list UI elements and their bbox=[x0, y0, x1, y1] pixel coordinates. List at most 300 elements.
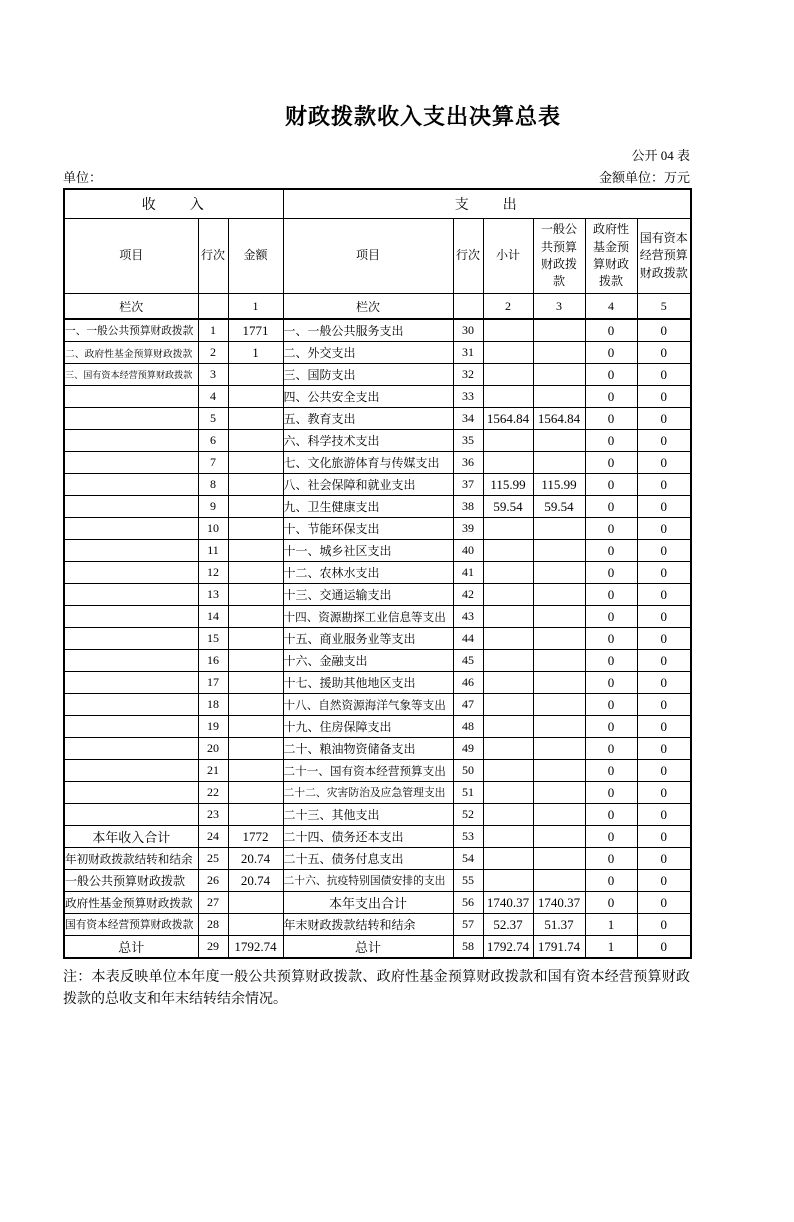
income-rowno-cell: 28 bbox=[198, 914, 228, 936]
income-amount-cell bbox=[228, 452, 283, 474]
income-item-cell bbox=[64, 430, 198, 452]
exp-general-cell bbox=[533, 430, 585, 452]
income-amount-cell bbox=[228, 672, 283, 694]
exp-rowno-cell: 46 bbox=[453, 672, 483, 694]
footnote: 注：本表反映单位本年度一般公共预算财政拨款、政府性基金预算财政拨款和国有资本经营预算财政拨款的总收支和年末结转结余情况。 bbox=[63, 970, 690, 1007]
exp-item-cell: 二十四、债务还本支出 bbox=[283, 826, 453, 848]
exp-rowno-cell: 41 bbox=[453, 562, 483, 584]
income-rowno-cell: 15 bbox=[198, 628, 228, 650]
page-title: 财政拨款收入支出决算总表 bbox=[284, 104, 561, 129]
unit-row bbox=[63, 167, 690, 186]
exp-stateowned-cell: 0 bbox=[637, 496, 691, 518]
exp-general-cell bbox=[533, 826, 585, 848]
exp-rowno-cell: 45 bbox=[453, 650, 483, 672]
income-amount-cell bbox=[228, 892, 283, 914]
exp-govfund-cell: 0 bbox=[585, 738, 637, 760]
income-amount-cell bbox=[228, 606, 283, 628]
income-rowno-cell: 12 bbox=[198, 562, 228, 584]
exp-general-cell bbox=[533, 584, 585, 606]
income-item-cell bbox=[64, 408, 198, 430]
income-amount-cell bbox=[228, 760, 283, 782]
exp-general-cell: 59.54 bbox=[533, 496, 585, 518]
income-rowno-cell: 22 bbox=[198, 782, 228, 804]
income-rowno-cell: 13 bbox=[198, 584, 228, 606]
income-item-cell bbox=[64, 672, 198, 694]
table-row bbox=[64, 628, 691, 650]
income-amount-cell bbox=[228, 782, 283, 804]
exp-col-no-stateowned: 5 bbox=[637, 294, 691, 320]
exp-govfund-cell: 0 bbox=[585, 628, 637, 650]
exp-govfund-cell: 0 bbox=[585, 496, 637, 518]
exp-govfund-cell: 0 bbox=[585, 319, 637, 342]
exp-stateowned-cell: 0 bbox=[637, 936, 691, 959]
exp-rowno-cell: 36 bbox=[453, 452, 483, 474]
exp-general-cell: 1791.74 bbox=[533, 936, 585, 959]
exp-govfund-cell: 1 bbox=[585, 936, 637, 959]
income-item-cell bbox=[64, 562, 198, 584]
exp-stateowned-cell: 0 bbox=[637, 584, 691, 606]
exp-subtotal-cell bbox=[483, 540, 533, 562]
table-row bbox=[64, 386, 691, 408]
table-row bbox=[64, 848, 691, 870]
table-row bbox=[64, 892, 691, 914]
table-row bbox=[64, 694, 691, 716]
income-item-cell bbox=[64, 694, 198, 716]
exp-rowno-cell: 57 bbox=[453, 914, 483, 936]
income-item-cell bbox=[64, 650, 198, 672]
income-lanci-label: 栏次 bbox=[64, 294, 198, 320]
table-row bbox=[64, 540, 691, 562]
income-amount-cell: 1792.74 bbox=[228, 936, 283, 959]
income-amount-cell bbox=[228, 694, 283, 716]
exp-stateowned-cell: 0 bbox=[637, 782, 691, 804]
exp-govfund-cell: 0 bbox=[585, 870, 637, 892]
income-amount-cell bbox=[228, 650, 283, 672]
exp-govfund-cell: 0 bbox=[585, 606, 637, 628]
exp-stateowned-cell: 0 bbox=[637, 518, 691, 540]
exp-stateowned-cell: 0 bbox=[637, 914, 691, 936]
exp-general-cell bbox=[533, 716, 585, 738]
income-rowno-cell: 2 bbox=[198, 342, 228, 364]
exp-item-cell: 六、科学技术支出 bbox=[283, 430, 453, 452]
income-item-cell: 二、政府性基金预算财政拨款 bbox=[64, 342, 198, 364]
income-item-cell bbox=[64, 606, 198, 628]
exp-govfund-cell: 0 bbox=[585, 518, 637, 540]
exp-stateowned-cell: 0 bbox=[637, 562, 691, 584]
income-lanci-blank bbox=[198, 294, 228, 320]
table-row bbox=[64, 342, 691, 364]
exp-item-cell: 二十三、其他支出 bbox=[283, 804, 453, 826]
income-item-cell: 一、一般公共预算财政拨款 bbox=[64, 319, 198, 342]
exp-stateowned-cell: 0 bbox=[637, 474, 691, 496]
table-row bbox=[64, 914, 691, 936]
exp-general-cell bbox=[533, 386, 585, 408]
exp-rowno-cell: 53 bbox=[453, 826, 483, 848]
table-row bbox=[64, 496, 691, 518]
column-header-row bbox=[64, 219, 691, 294]
table-row bbox=[64, 870, 691, 892]
exp-subtotal-cell bbox=[483, 760, 533, 782]
exp-govfund-cell: 0 bbox=[585, 408, 637, 430]
income-amount-cell bbox=[228, 914, 283, 936]
income-item-cell bbox=[64, 628, 198, 650]
exp-govfund-cell: 0 bbox=[585, 848, 637, 870]
income-item-cell: 政府性基金预算财政拨款 bbox=[64, 892, 198, 914]
exp-govfund-cell: 0 bbox=[585, 694, 637, 716]
exp-subtotal-cell bbox=[483, 628, 533, 650]
exp-stateowned-cell: 0 bbox=[637, 430, 691, 452]
exp-item-cell: 八、社会保障和就业支出 bbox=[283, 474, 453, 496]
exp-govfund-cell: 0 bbox=[585, 584, 637, 606]
exp-general-cell: 51.37 bbox=[533, 914, 585, 936]
exp-govfund-cell: 0 bbox=[585, 804, 637, 826]
income-rowno-cell: 29 bbox=[198, 936, 228, 959]
exp-item-header: 项目 bbox=[283, 219, 453, 294]
exp-general-cell bbox=[533, 672, 585, 694]
income-amount-cell: 20.74 bbox=[228, 848, 283, 870]
income-amount-cell bbox=[228, 364, 283, 386]
exp-general-cell bbox=[533, 364, 585, 386]
exp-item-cell: 十九、住房保障支出 bbox=[283, 716, 453, 738]
exp-rowno-cell: 47 bbox=[453, 694, 483, 716]
income-amount-cell bbox=[228, 408, 283, 430]
exp-item-cell: 十六、金融支出 bbox=[283, 650, 453, 672]
income-rowno-cell: 4 bbox=[198, 386, 228, 408]
exp-stateowned-cell: 0 bbox=[637, 848, 691, 870]
exp-subtotal-cell bbox=[483, 694, 533, 716]
income-rowno-cell: 3 bbox=[198, 364, 228, 386]
table-row bbox=[64, 650, 691, 672]
exp-item-cell: 九、卫生健康支出 bbox=[283, 496, 453, 518]
exp-govfund-cell: 0 bbox=[585, 892, 637, 914]
income-rowno-cell: 25 bbox=[198, 848, 228, 870]
exp-subtotal-cell bbox=[483, 716, 533, 738]
exp-rowno-cell: 34 bbox=[453, 408, 483, 430]
exp-item-cell: 二十六、抗疫特别国债安排的支出 bbox=[283, 870, 453, 892]
income-amount-cell bbox=[228, 804, 283, 826]
income-item-cell bbox=[64, 782, 198, 804]
exp-general-cell bbox=[533, 694, 585, 716]
exp-subtotal-cell: 1740.37 bbox=[483, 892, 533, 914]
exp-stateowned-cell: 0 bbox=[637, 870, 691, 892]
exp-rowno-cell: 55 bbox=[453, 870, 483, 892]
income-rowno-cell: 11 bbox=[198, 540, 228, 562]
exp-col-no-govfund: 4 bbox=[585, 294, 637, 320]
exp-govfund-cell: 0 bbox=[585, 474, 637, 496]
exp-rowno-cell: 52 bbox=[453, 804, 483, 826]
exp-general-cell bbox=[533, 760, 585, 782]
exp-general-cell bbox=[533, 452, 585, 474]
exp-rowno-cell: 54 bbox=[453, 848, 483, 870]
exp-item-cell: 一、一般公共服务支出 bbox=[283, 319, 453, 342]
exp-subtotal-cell bbox=[483, 738, 533, 760]
exp-govfund-cell: 0 bbox=[585, 562, 637, 584]
exp-stateowned-cell: 0 bbox=[637, 628, 691, 650]
income-amount-cell: 1771 bbox=[228, 319, 283, 342]
exp-item-cell: 二十五、债务付息支出 bbox=[283, 848, 453, 870]
table-code: 公开 04 表 bbox=[631, 148, 690, 163]
exp-rowno-cell: 30 bbox=[453, 319, 483, 342]
table-row bbox=[64, 364, 691, 386]
exp-item-cell: 十八、自然资源海洋气象等支出 bbox=[283, 694, 453, 716]
exp-rowno-cell: 43 bbox=[453, 606, 483, 628]
exp-rowno-cell: 40 bbox=[453, 540, 483, 562]
table-row bbox=[64, 672, 691, 694]
table-row bbox=[64, 474, 691, 496]
exp-govfund-cell: 0 bbox=[585, 386, 637, 408]
exp-item-cell: 十三、交通运输支出 bbox=[283, 584, 453, 606]
income-item-cell bbox=[64, 540, 198, 562]
income-item-cell bbox=[64, 804, 198, 826]
exp-govfund-cell: 0 bbox=[585, 364, 637, 386]
exp-general-cell bbox=[533, 518, 585, 540]
table-row bbox=[64, 804, 691, 826]
document-page bbox=[0, 100, 794, 1010]
exp-stateowned-cell: 0 bbox=[637, 606, 691, 628]
exp-item-cell: 十七、援助其他地区支出 bbox=[283, 672, 453, 694]
exp-rowno-cell: 49 bbox=[453, 738, 483, 760]
exp-item-cell: 总计 bbox=[283, 936, 453, 959]
exp-govfund-cell: 0 bbox=[585, 430, 637, 452]
income-col-no: 1 bbox=[228, 294, 283, 320]
table-row bbox=[64, 738, 691, 760]
exp-stateowned-cell: 0 bbox=[637, 540, 691, 562]
income-rowno-cell: 17 bbox=[198, 672, 228, 694]
exp-item-cell: 十四、资源勘探工业信息等支出 bbox=[283, 606, 453, 628]
exp-col-no-general: 3 bbox=[533, 294, 585, 320]
income-amount-cell bbox=[228, 496, 283, 518]
income-amount-cell: 1 bbox=[228, 342, 283, 364]
table-row bbox=[64, 760, 691, 782]
exp-subtotal-cell bbox=[483, 804, 533, 826]
exp-item-cell: 十二、农林水支出 bbox=[283, 562, 453, 584]
exp-general-cell bbox=[533, 540, 585, 562]
exp-item-cell: 四、公共安全支出 bbox=[283, 386, 453, 408]
income-rowno-cell: 7 bbox=[198, 452, 228, 474]
exp-subtotal-cell: 59.54 bbox=[483, 496, 533, 518]
exp-lanci-blank bbox=[453, 294, 483, 320]
income-amount-cell: 1772 bbox=[228, 826, 283, 848]
exp-govfund-cell: 0 bbox=[585, 650, 637, 672]
income-item-cell: 国有资本经营预算财政拨款 bbox=[64, 914, 198, 936]
exp-stateowned-cell: 0 bbox=[637, 452, 691, 474]
table-row bbox=[64, 452, 691, 474]
income-item-cell bbox=[64, 760, 198, 782]
income-rowno-cell: 20 bbox=[198, 738, 228, 760]
income-rowno-cell: 10 bbox=[198, 518, 228, 540]
column-index-row bbox=[64, 294, 691, 320]
exp-general-cell bbox=[533, 738, 585, 760]
exp-govfund-cell: 0 bbox=[585, 452, 637, 474]
exp-general-cell bbox=[533, 562, 585, 584]
exp-stateowned-cell: 0 bbox=[637, 364, 691, 386]
income-item-cell bbox=[64, 518, 198, 540]
income-amount-cell bbox=[228, 584, 283, 606]
exp-lanci-label: 栏次 bbox=[283, 294, 453, 320]
table-row bbox=[64, 408, 691, 430]
income-rowno-cell: 9 bbox=[198, 496, 228, 518]
exp-stateowned-cell: 0 bbox=[637, 319, 691, 342]
table-row bbox=[64, 716, 691, 738]
exp-govfund-cell: 0 bbox=[585, 782, 637, 804]
exp-rowno-cell: 37 bbox=[453, 474, 483, 496]
exp-item-cell: 二十二、灾害防治及应急管理支出 bbox=[283, 782, 453, 804]
income-item-cell: 本年收入合计 bbox=[64, 826, 198, 848]
section-header-row bbox=[64, 189, 691, 219]
income-item-cell: 年初财政拨款结转和结余 bbox=[64, 848, 198, 870]
exp-item-cell: 十五、商业服务业等支出 bbox=[283, 628, 453, 650]
table-row bbox=[64, 936, 691, 959]
income-amount-cell bbox=[228, 430, 283, 452]
income-rowno-header: 行次 bbox=[198, 219, 228, 294]
income-amount-cell: 20.74 bbox=[228, 870, 283, 892]
exp-general-cell bbox=[533, 650, 585, 672]
exp-subtotal-cell bbox=[483, 319, 533, 342]
exp-general-cell: 115.99 bbox=[533, 474, 585, 496]
income-rowno-cell: 18 bbox=[198, 694, 228, 716]
exp-stateowned-cell: 0 bbox=[637, 760, 691, 782]
income-item-cell bbox=[64, 584, 198, 606]
exp-subtotal-cell: 1564.84 bbox=[483, 408, 533, 430]
exp-govfund-cell: 0 bbox=[585, 342, 637, 364]
exp-stateowned-cell: 0 bbox=[637, 694, 691, 716]
unit-label: 单位： bbox=[63, 170, 103, 185]
income-rowno-cell: 27 bbox=[198, 892, 228, 914]
exp-subtotal-cell bbox=[483, 848, 533, 870]
exp-subtotal-cell bbox=[483, 782, 533, 804]
exp-govfund-cell: 0 bbox=[585, 760, 637, 782]
table-row bbox=[64, 430, 691, 452]
income-section-header: 收 入 bbox=[64, 189, 283, 219]
exp-general-cell bbox=[533, 628, 585, 650]
fiscal-appropriation-table bbox=[63, 188, 692, 959]
exp-subtotal-cell bbox=[483, 518, 533, 540]
income-rowno-cell: 5 bbox=[198, 408, 228, 430]
exp-general-budget-header: 一般公共预算财政拨款 bbox=[533, 219, 585, 294]
exp-subtotal-cell bbox=[483, 606, 533, 628]
exp-subtotal-cell bbox=[483, 386, 533, 408]
income-amount-cell bbox=[228, 628, 283, 650]
exp-rowno-cell: 31 bbox=[453, 342, 483, 364]
exp-subtotal-cell bbox=[483, 826, 533, 848]
income-item-cell bbox=[64, 452, 198, 474]
exp-govfund-cell: 0 bbox=[585, 826, 637, 848]
exp-stateowned-cell: 0 bbox=[637, 386, 691, 408]
income-item-cell: 一般公共预算财政拨款 bbox=[64, 870, 198, 892]
exp-subtotal-cell bbox=[483, 650, 533, 672]
exp-item-cell: 五、教育支出 bbox=[283, 408, 453, 430]
income-rowno-cell: 16 bbox=[198, 650, 228, 672]
exp-rowno-cell: 48 bbox=[453, 716, 483, 738]
exp-subtotal-cell bbox=[483, 430, 533, 452]
table-row bbox=[64, 518, 691, 540]
exp-rowno-cell: 32 bbox=[453, 364, 483, 386]
income-rowno-cell: 23 bbox=[198, 804, 228, 826]
table-row bbox=[64, 782, 691, 804]
income-item-cell: 三、国有资本经营预算财政拨款 bbox=[64, 364, 198, 386]
exp-govfund-cell: 0 bbox=[585, 672, 637, 694]
exp-item-cell: 三、国防支出 bbox=[283, 364, 453, 386]
exp-subtotal-cell: 52.37 bbox=[483, 914, 533, 936]
exp-col-no-subtotal: 2 bbox=[483, 294, 533, 320]
exp-stateowned-cell: 0 bbox=[637, 716, 691, 738]
exp-subtotal-cell: 1792.74 bbox=[483, 936, 533, 959]
exp-subtotal-cell bbox=[483, 672, 533, 694]
exp-stateowned-cell: 0 bbox=[637, 342, 691, 364]
exp-rowno-header: 行次 bbox=[453, 219, 483, 294]
income-rowno-cell: 26 bbox=[198, 870, 228, 892]
exp-rowno-cell: 56 bbox=[453, 892, 483, 914]
exp-subtotal-cell bbox=[483, 364, 533, 386]
exp-rowno-cell: 58 bbox=[453, 936, 483, 959]
income-item-header: 项目 bbox=[64, 219, 198, 294]
amount-unit-label: 金额单位：万元 bbox=[598, 170, 690, 185]
income-item-cell bbox=[64, 386, 198, 408]
table-row bbox=[64, 584, 691, 606]
title-wrap bbox=[63, 100, 783, 131]
exp-item-cell: 本年支出合计 bbox=[283, 892, 453, 914]
exp-general-cell bbox=[533, 342, 585, 364]
income-amount-cell bbox=[228, 540, 283, 562]
exp-stateowned-cell: 0 bbox=[637, 826, 691, 848]
table-row bbox=[64, 562, 691, 584]
exp-general-cell bbox=[533, 870, 585, 892]
exp-item-cell: 十一、城乡社区支出 bbox=[283, 540, 453, 562]
exp-item-cell: 二、外交支出 bbox=[283, 342, 453, 364]
exp-stateowned-cell: 0 bbox=[637, 650, 691, 672]
exp-subtotal-cell: 115.99 bbox=[483, 474, 533, 496]
exp-subtotal-cell bbox=[483, 584, 533, 606]
exp-stateowned-cell: 0 bbox=[637, 892, 691, 914]
exp-govfund-budget-header: 政府性基金预算财政拨款 bbox=[585, 219, 637, 294]
income-amount-cell bbox=[228, 386, 283, 408]
income-amount-cell bbox=[228, 474, 283, 496]
income-amount-cell bbox=[228, 562, 283, 584]
exp-general-cell bbox=[533, 319, 585, 342]
table-row bbox=[64, 826, 691, 848]
table-row bbox=[64, 606, 691, 628]
expenditure-section-header: 支 出 bbox=[283, 189, 691, 219]
income-rowno-cell: 1 bbox=[198, 319, 228, 342]
income-item-cell bbox=[64, 716, 198, 738]
exp-item-cell: 十、节能环保支出 bbox=[283, 518, 453, 540]
income-item-cell bbox=[64, 496, 198, 518]
exp-subtotal-header: 小计 bbox=[483, 219, 533, 294]
income-rowno-cell: 19 bbox=[198, 716, 228, 738]
exp-subtotal-cell bbox=[483, 870, 533, 892]
income-item-cell: 总计 bbox=[64, 936, 198, 959]
exp-stateowned-cell: 0 bbox=[637, 804, 691, 826]
exp-subtotal-cell bbox=[483, 342, 533, 364]
exp-rowno-cell: 51 bbox=[453, 782, 483, 804]
income-item-cell bbox=[64, 474, 198, 496]
exp-rowno-cell: 44 bbox=[453, 628, 483, 650]
income-rowno-cell: 14 bbox=[198, 606, 228, 628]
exp-general-cell: 1740.37 bbox=[533, 892, 585, 914]
income-amount-header: 金额 bbox=[228, 219, 283, 294]
table-row bbox=[64, 319, 691, 342]
income-rowno-cell: 8 bbox=[198, 474, 228, 496]
income-rowno-cell: 21 bbox=[198, 760, 228, 782]
exp-govfund-cell: 1 bbox=[585, 914, 637, 936]
exp-general-cell bbox=[533, 606, 585, 628]
exp-item-cell: 七、文化旅游体育与传媒支出 bbox=[283, 452, 453, 474]
exp-govfund-cell: 0 bbox=[585, 540, 637, 562]
exp-rowno-cell: 39 bbox=[453, 518, 483, 540]
exp-rowno-cell: 50 bbox=[453, 760, 483, 782]
exp-govfund-cell: 0 bbox=[585, 716, 637, 738]
exp-stateowned-cell: 0 bbox=[637, 408, 691, 430]
